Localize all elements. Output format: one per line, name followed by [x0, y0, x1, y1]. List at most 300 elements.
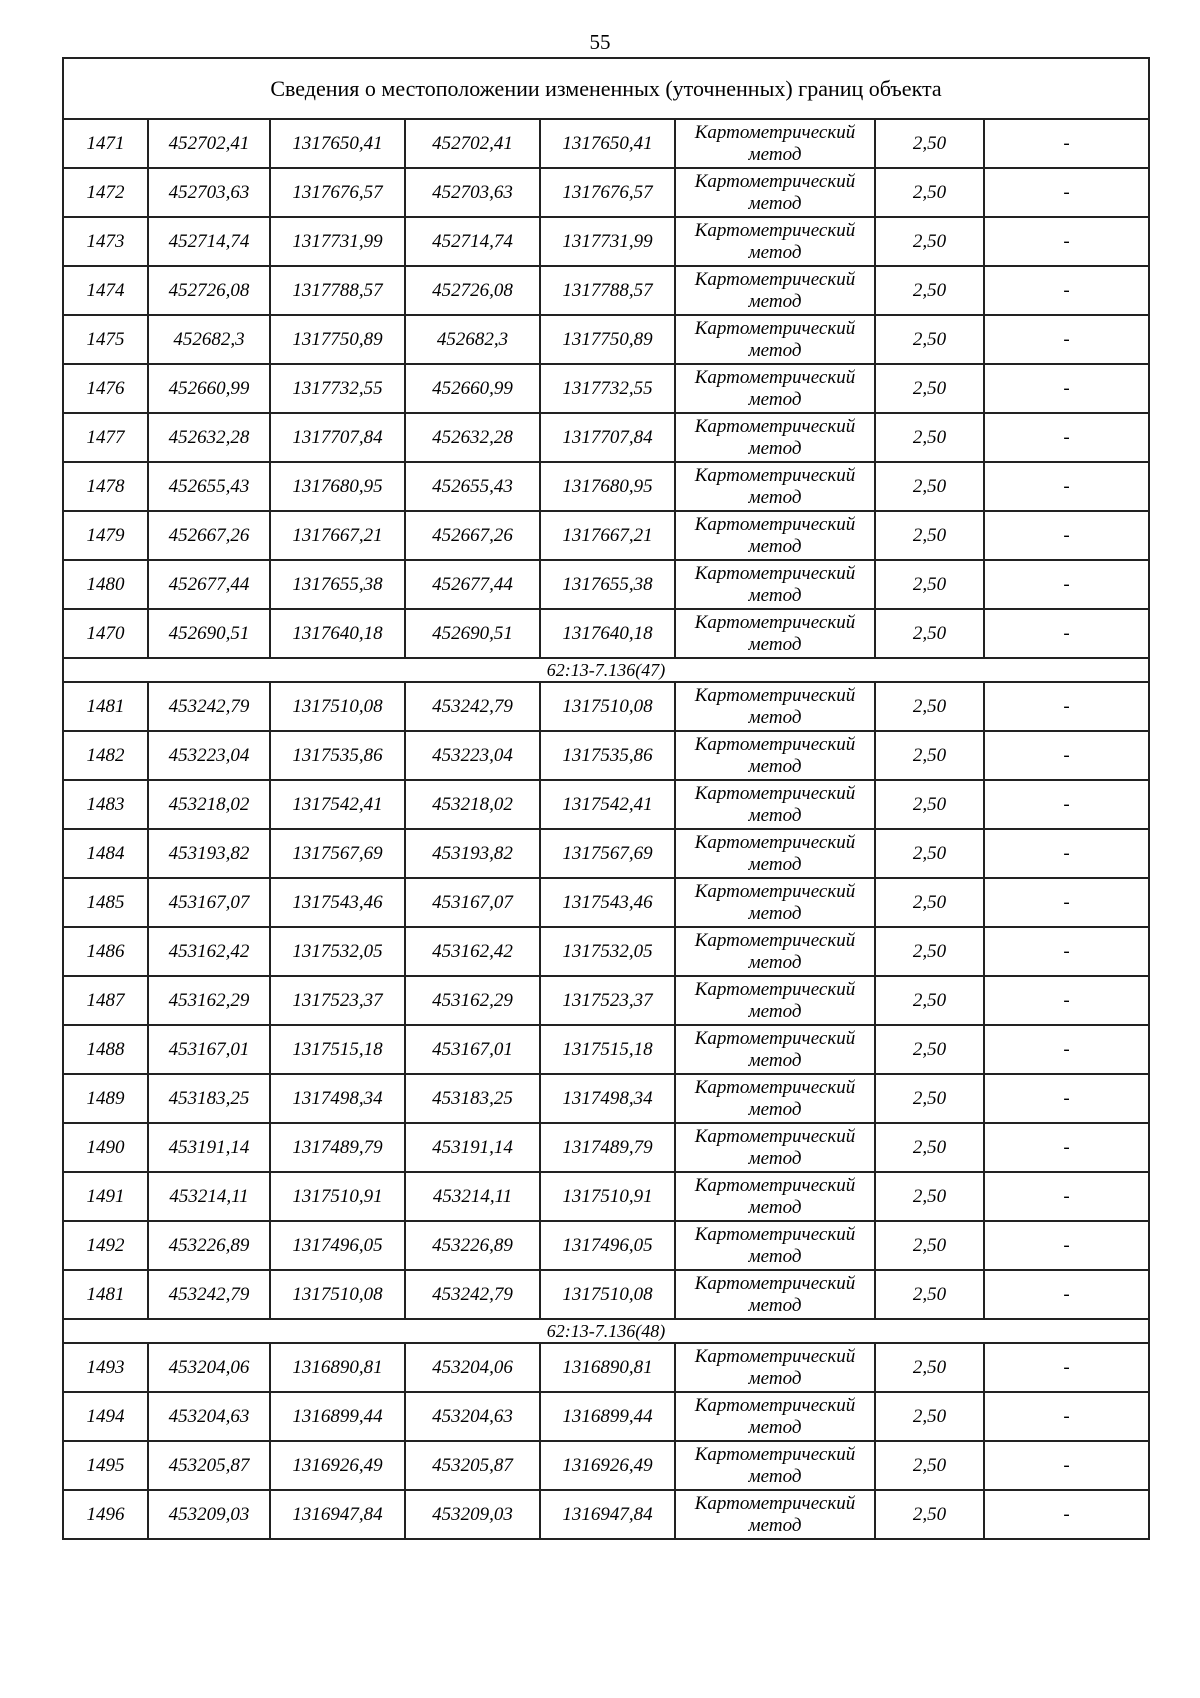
point-number-cell: 1494: [63, 1392, 148, 1441]
method-line-2: метод: [748, 535, 802, 557]
existing-y-cell: 1317788,57: [270, 266, 405, 315]
new-y-cell: 1317535,86: [540, 731, 675, 780]
table-row: [63, 1123, 1149, 1172]
table-row: [63, 560, 1149, 609]
method-line-2: метод: [748, 1098, 802, 1120]
method-cell: [675, 1270, 875, 1319]
method-line-2: метод: [748, 143, 802, 165]
table-row: [63, 217, 1149, 266]
new-y-cell: 1317532,05: [540, 927, 675, 976]
method-line-1: Картометрический: [694, 317, 856, 339]
new-x-cell: 452682,3: [405, 315, 540, 364]
new-y-cell: 1317707,84: [540, 413, 675, 462]
table-row: [63, 682, 1149, 731]
new-y-cell: 1317640,18: [540, 609, 675, 658]
method-line-2: метод: [748, 290, 802, 312]
existing-y-cell: 1317680,95: [270, 462, 405, 511]
point-number-cell: 1484: [63, 829, 148, 878]
table-row: [63, 1270, 1149, 1319]
new-x-cell: 452655,43: [405, 462, 540, 511]
method-line-2: метод: [748, 1000, 802, 1022]
point-number-cell: 1490: [63, 1123, 148, 1172]
new-x-cell: 453162,42: [405, 927, 540, 976]
new-y-cell: 1317498,34: [540, 1074, 675, 1123]
method-cell: [675, 1025, 875, 1074]
existing-y-cell: 1317676,57: [270, 168, 405, 217]
new-x-cell: 452714,74: [405, 217, 540, 266]
existing-y-cell: 1317510,08: [270, 682, 405, 731]
existing-y-cell: 1317640,18: [270, 609, 405, 658]
method-line-1: Картометрический: [694, 831, 856, 853]
dash-cell: -: [984, 511, 1149, 560]
new-x-cell: 453209,03: [405, 1490, 540, 1539]
table-row: [63, 1392, 1149, 1441]
error-cell: 2,50: [875, 217, 984, 266]
method-line-1: Картометрический: [694, 684, 856, 706]
method-line-2: метод: [748, 584, 802, 606]
existing-y-cell: 1316947,84: [270, 1490, 405, 1539]
dash-cell: -: [984, 1221, 1149, 1270]
new-x-cell: 453226,89: [405, 1221, 540, 1270]
new-y-cell: 1317510,91: [540, 1172, 675, 1221]
method-line-1: Картометрический: [694, 1174, 856, 1196]
method-line-2: метод: [748, 1367, 802, 1389]
new-x-cell: 453205,87: [405, 1441, 540, 1490]
dash-cell: -: [984, 1025, 1149, 1074]
point-number-cell: 1482: [63, 731, 148, 780]
new-x-cell: 452702,41: [405, 119, 540, 168]
method-line-2: метод: [748, 706, 802, 728]
existing-y-cell: 1317707,84: [270, 413, 405, 462]
existing-x-cell: 452714,74: [148, 217, 270, 266]
method-line-2: метод: [748, 1294, 802, 1316]
method-line-2: метод: [748, 1416, 802, 1438]
existing-x-cell: 452690,51: [148, 609, 270, 658]
method-cell: [675, 878, 875, 927]
method-line-2: метод: [748, 902, 802, 924]
point-number-cell: 1481: [63, 1270, 148, 1319]
dash-cell: -: [984, 1074, 1149, 1123]
method-cell: [675, 829, 875, 878]
method-cell: [675, 1392, 875, 1441]
dash-cell: -: [984, 1172, 1149, 1221]
new-x-cell: 452703,63: [405, 168, 540, 217]
method-line-1: Картометрический: [694, 366, 856, 388]
existing-y-cell: 1317732,55: [270, 364, 405, 413]
existing-x-cell: 453242,79: [148, 1270, 270, 1319]
method-line-2: метод: [748, 755, 802, 777]
table-row: [63, 609, 1149, 658]
existing-y-cell: 1317532,05: [270, 927, 405, 976]
new-y-cell: 1317515,18: [540, 1025, 675, 1074]
dash-cell: -: [984, 1270, 1149, 1319]
section-label-row: [63, 658, 1149, 682]
existing-y-cell: 1316890,81: [270, 1343, 405, 1392]
error-cell: 2,50: [875, 511, 984, 560]
table-row: [63, 413, 1149, 462]
method-line-1: Картометрический: [694, 1027, 856, 1049]
point-number-cell: 1477: [63, 413, 148, 462]
method-cell: [675, 511, 875, 560]
new-y-cell: 1317523,37: [540, 976, 675, 1025]
method-line-1: Картометрический: [694, 1076, 856, 1098]
error-cell: 2,50: [875, 731, 984, 780]
method-cell: [675, 1172, 875, 1221]
method-line-1: Картометрический: [694, 268, 856, 290]
method-cell: [675, 1343, 875, 1392]
page-number: 55: [589, 30, 611, 54]
error-cell: 2,50: [875, 413, 984, 462]
method-cell: [675, 119, 875, 168]
method-line-1: Картометрический: [694, 880, 856, 902]
dash-cell: -: [984, 976, 1149, 1025]
existing-y-cell: 1317750,89: [270, 315, 405, 364]
existing-x-cell: 452667,26: [148, 511, 270, 560]
existing-y-cell: 1317496,05: [270, 1221, 405, 1270]
point-number-cell: 1472: [63, 168, 148, 217]
existing-y-cell: 1316926,49: [270, 1441, 405, 1490]
point-number-cell: 1487: [63, 976, 148, 1025]
new-x-cell: 453167,01: [405, 1025, 540, 1074]
new-x-cell: 453242,79: [405, 682, 540, 731]
error-cell: 2,50: [875, 560, 984, 609]
method-line-1: Картометрический: [694, 1223, 856, 1245]
method-line-2: метод: [748, 1196, 802, 1218]
method-cell: [675, 976, 875, 1025]
dash-cell: -: [984, 878, 1149, 927]
error-cell: 2,50: [875, 1270, 984, 1319]
new-x-cell: 453191,14: [405, 1123, 540, 1172]
method-line-2: метод: [748, 192, 802, 214]
existing-x-cell: 453162,42: [148, 927, 270, 976]
point-number-cell: 1471: [63, 119, 148, 168]
existing-y-cell: 1317567,69: [270, 829, 405, 878]
new-x-cell: 453204,63: [405, 1392, 540, 1441]
dash-cell: -: [984, 1490, 1149, 1539]
table-row: [63, 266, 1149, 315]
method-cell: [675, 682, 875, 731]
existing-x-cell: 453218,02: [148, 780, 270, 829]
method-line-2: метод: [748, 339, 802, 361]
new-x-cell: 453218,02: [405, 780, 540, 829]
table-title: Сведения о местоположении измененных (уточненных) границ объекта: [63, 58, 1149, 119]
dash-cell: -: [984, 780, 1149, 829]
new-y-cell: 1317667,21: [540, 511, 675, 560]
new-x-cell: 452690,51: [405, 609, 540, 658]
point-number-cell: 1488: [63, 1025, 148, 1074]
method-cell: [675, 462, 875, 511]
error-cell: 2,50: [875, 1123, 984, 1172]
existing-y-cell: 1317655,38: [270, 560, 405, 609]
error-cell: 2,50: [875, 1172, 984, 1221]
error-cell: 2,50: [875, 1343, 984, 1392]
existing-x-cell: 452660,99: [148, 364, 270, 413]
existing-y-cell: 1317650,41: [270, 119, 405, 168]
method-line-1: Картометрический: [694, 1345, 856, 1367]
table-row: [63, 119, 1149, 168]
table-row: [63, 511, 1149, 560]
method-line-1: Картометрический: [694, 611, 856, 633]
new-x-cell: 453183,25: [405, 1074, 540, 1123]
section-label-row: [63, 1319, 1149, 1343]
table-row: [63, 168, 1149, 217]
existing-x-cell: 452726,08: [148, 266, 270, 315]
dash-cell: -: [984, 927, 1149, 976]
dash-cell: -: [984, 462, 1149, 511]
new-y-cell: 1317650,41: [540, 119, 675, 168]
dash-cell: -: [984, 829, 1149, 878]
error-cell: 2,50: [875, 119, 984, 168]
dash-cell: -: [984, 119, 1149, 168]
existing-y-cell: 1317515,18: [270, 1025, 405, 1074]
table-row: [63, 1025, 1149, 1074]
method-line-1: Картометрический: [694, 562, 856, 584]
method-cell: [675, 780, 875, 829]
existing-y-cell: 1317523,37: [270, 976, 405, 1025]
method-cell: [675, 927, 875, 976]
point-number-cell: 1496: [63, 1490, 148, 1539]
dash-cell: -: [984, 1441, 1149, 1490]
existing-x-cell: 452703,63: [148, 168, 270, 217]
table-row: [63, 1441, 1149, 1490]
dash-cell: -: [984, 1343, 1149, 1392]
error-cell: 2,50: [875, 168, 984, 217]
method-line-1: Картометрический: [694, 978, 856, 1000]
existing-x-cell: 453223,04: [148, 731, 270, 780]
new-y-cell: 1317489,79: [540, 1123, 675, 1172]
new-y-cell: 1317788,57: [540, 266, 675, 315]
dash-cell: -: [984, 560, 1149, 609]
new-y-cell: 1317510,08: [540, 682, 675, 731]
method-line-2: метод: [748, 486, 802, 508]
new-x-cell: 452667,26: [405, 511, 540, 560]
dash-cell: -: [984, 413, 1149, 462]
method-line-1: Картометрический: [694, 782, 856, 804]
new-y-cell: 1316926,49: [540, 1441, 675, 1490]
error-cell: 2,50: [875, 315, 984, 364]
error-cell: 2,50: [875, 364, 984, 413]
method-cell: [675, 609, 875, 658]
new-y-cell: 1317655,38: [540, 560, 675, 609]
method-line-2: метод: [748, 437, 802, 459]
method-cell: [675, 1123, 875, 1172]
point-number-cell: 1475: [63, 315, 148, 364]
new-x-cell: 453162,29: [405, 976, 540, 1025]
table-row: [63, 731, 1149, 780]
new-y-cell: 1316899,44: [540, 1392, 675, 1441]
existing-y-cell: 1317535,86: [270, 731, 405, 780]
method-line-1: Картометрический: [694, 170, 856, 192]
point-number-cell: 1474: [63, 266, 148, 315]
method-cell: [675, 1074, 875, 1123]
table-row: [63, 976, 1149, 1025]
method-line-2: метод: [748, 388, 802, 410]
new-x-cell: 453167,07: [405, 878, 540, 927]
error-cell: 2,50: [875, 1221, 984, 1270]
method-line-1: Картометрический: [694, 929, 856, 951]
method-line-2: метод: [748, 951, 802, 973]
section-label: 62:13-7.136(48): [63, 1319, 1149, 1343]
error-cell: 2,50: [875, 780, 984, 829]
method-line-1: Картометрический: [694, 1125, 856, 1147]
method-line-1: Картометрический: [694, 1492, 856, 1514]
method-cell: [675, 1490, 875, 1539]
point-number-cell: 1473: [63, 217, 148, 266]
dash-cell: -: [984, 168, 1149, 217]
dash-cell: -: [984, 682, 1149, 731]
new-x-cell: 452660,99: [405, 364, 540, 413]
table-title-row: [63, 58, 1149, 119]
error-cell: 2,50: [875, 1074, 984, 1123]
method-line-2: метод: [748, 241, 802, 263]
point-number-cell: 1479: [63, 511, 148, 560]
method-cell: [675, 266, 875, 315]
error-cell: 2,50: [875, 1441, 984, 1490]
new-x-cell: 453223,04: [405, 731, 540, 780]
new-x-cell: 453214,11: [405, 1172, 540, 1221]
new-y-cell: 1316890,81: [540, 1343, 675, 1392]
existing-x-cell: 452655,43: [148, 462, 270, 511]
point-number-cell: 1470: [63, 609, 148, 658]
method-line-1: Картометрический: [694, 464, 856, 486]
method-cell: [675, 1441, 875, 1490]
point-number-cell: 1491: [63, 1172, 148, 1221]
point-number-cell: 1486: [63, 927, 148, 976]
existing-x-cell: 453209,03: [148, 1490, 270, 1539]
existing-x-cell: 453214,11: [148, 1172, 270, 1221]
new-y-cell: 1317496,05: [540, 1221, 675, 1270]
error-cell: 2,50: [875, 1025, 984, 1074]
existing-y-cell: 1317498,34: [270, 1074, 405, 1123]
method-line-2: метод: [748, 633, 802, 655]
method-cell: [675, 413, 875, 462]
error-cell: 2,50: [875, 976, 984, 1025]
existing-x-cell: 453167,07: [148, 878, 270, 927]
dash-cell: -: [984, 217, 1149, 266]
table-row: [63, 780, 1149, 829]
method-cell: [675, 731, 875, 780]
error-cell: 2,50: [875, 1490, 984, 1539]
method-line-2: метод: [748, 1049, 802, 1071]
point-number-cell: 1485: [63, 878, 148, 927]
method-line-1: Картометрический: [694, 415, 856, 437]
error-cell: 2,50: [875, 1392, 984, 1441]
method-line-1: Картометрический: [694, 121, 856, 143]
method-line-2: метод: [748, 1245, 802, 1267]
method-cell: [675, 364, 875, 413]
dash-cell: -: [984, 731, 1149, 780]
existing-x-cell: 453204,63: [148, 1392, 270, 1441]
method-cell: [675, 315, 875, 364]
table-row: [63, 1074, 1149, 1123]
error-cell: 2,50: [875, 609, 984, 658]
dash-cell: -: [984, 1123, 1149, 1172]
existing-x-cell: 452682,3: [148, 315, 270, 364]
table-row: [63, 1172, 1149, 1221]
point-number-cell: 1478: [63, 462, 148, 511]
table-row: [63, 364, 1149, 413]
new-x-cell: 453242,79: [405, 1270, 540, 1319]
existing-x-cell: 453205,87: [148, 1441, 270, 1490]
method-cell: [675, 1221, 875, 1270]
point-number-cell: 1476: [63, 364, 148, 413]
existing-x-cell: 453204,06: [148, 1343, 270, 1392]
new-x-cell: 452677,44: [405, 560, 540, 609]
point-number-cell: 1495: [63, 1441, 148, 1490]
new-y-cell: 1317543,46: [540, 878, 675, 927]
existing-x-cell: 453183,25: [148, 1074, 270, 1123]
table-row: [63, 462, 1149, 511]
point-number-cell: 1480: [63, 560, 148, 609]
error-cell: 2,50: [875, 927, 984, 976]
table-row: [63, 829, 1149, 878]
error-cell: 2,50: [875, 266, 984, 315]
existing-x-cell: 453167,01: [148, 1025, 270, 1074]
method-cell: [675, 560, 875, 609]
table-row: [63, 1490, 1149, 1539]
table-row: [63, 927, 1149, 976]
dash-cell: -: [984, 1392, 1149, 1441]
point-number-cell: 1489: [63, 1074, 148, 1123]
new-x-cell: 452726,08: [405, 266, 540, 315]
new-y-cell: 1317676,57: [540, 168, 675, 217]
existing-x-cell: 453162,29: [148, 976, 270, 1025]
point-number-cell: 1481: [63, 682, 148, 731]
dash-cell: -: [984, 315, 1149, 364]
method-line-1: Картометрический: [694, 219, 856, 241]
method-cell: [675, 168, 875, 217]
existing-y-cell: 1317489,79: [270, 1123, 405, 1172]
dash-cell: -: [984, 266, 1149, 315]
method-line-1: Картометрический: [694, 1272, 856, 1294]
existing-x-cell: 453226,89: [148, 1221, 270, 1270]
dash-cell: -: [984, 609, 1149, 658]
method-line-2: метод: [748, 1465, 802, 1487]
existing-y-cell: 1317543,46: [270, 878, 405, 927]
table-row: [63, 1343, 1149, 1392]
existing-x-cell: 452677,44: [148, 560, 270, 609]
boundary-coordinates-table: [62, 57, 1150, 1540]
point-number-cell: 1492: [63, 1221, 148, 1270]
existing-x-cell: 452632,28: [148, 413, 270, 462]
method-line-2: метод: [748, 1514, 802, 1536]
method-line-1: Картометрический: [694, 1394, 856, 1416]
method-line-2: метод: [748, 853, 802, 875]
error-cell: 2,50: [875, 462, 984, 511]
existing-y-cell: 1317667,21: [270, 511, 405, 560]
existing-y-cell: 1316899,44: [270, 1392, 405, 1441]
new-y-cell: 1317510,08: [540, 1270, 675, 1319]
error-cell: 2,50: [875, 829, 984, 878]
existing-y-cell: 1317510,91: [270, 1172, 405, 1221]
new-x-cell: 453193,82: [405, 829, 540, 878]
existing-x-cell: 452702,41: [148, 119, 270, 168]
new-y-cell: 1316947,84: [540, 1490, 675, 1539]
table-row: [63, 1221, 1149, 1270]
point-number-cell: 1493: [63, 1343, 148, 1392]
new-x-cell: 452632,28: [405, 413, 540, 462]
existing-y-cell: 1317731,99: [270, 217, 405, 266]
method-line-1: Картометрический: [694, 733, 856, 755]
table-row: [63, 878, 1149, 927]
point-number-cell: 1483: [63, 780, 148, 829]
existing-y-cell: 1317542,41: [270, 780, 405, 829]
dash-cell: -: [984, 364, 1149, 413]
existing-x-cell: 453242,79: [148, 682, 270, 731]
table-row: [63, 315, 1149, 364]
error-cell: 2,50: [875, 682, 984, 731]
new-y-cell: 1317542,41: [540, 780, 675, 829]
